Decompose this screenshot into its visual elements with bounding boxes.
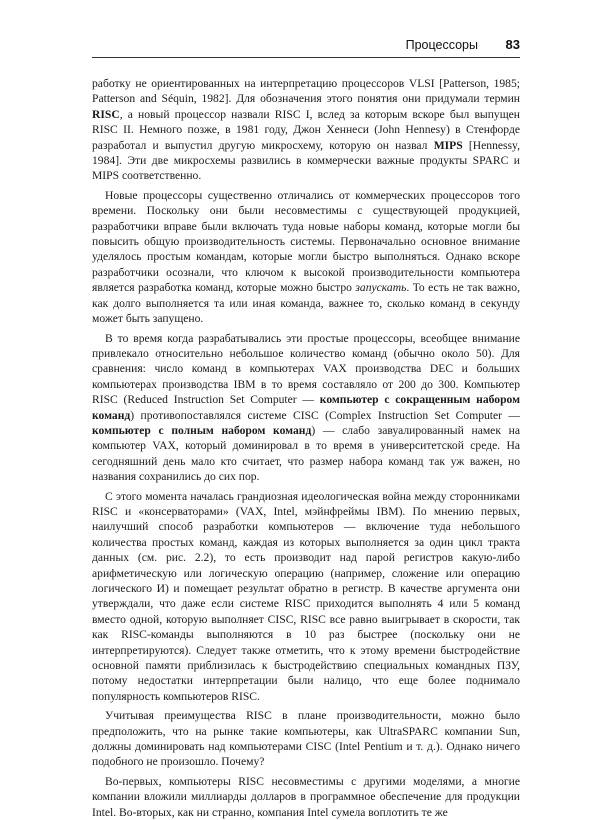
paragraph-5 (92, 708, 520, 770)
paragraph-1 (92, 76, 520, 184)
paragraph-text: ) противопоставлялся системе CISC (Complex Instruction Set Computer — (130, 408, 520, 422)
term-reduced-set: компьютер с сокращенным набором команд (92, 393, 520, 422)
term-risc: RISC (92, 107, 120, 121)
paragraph-2 (92, 188, 520, 327)
paragraph-text: [Hennessy, 1984]. Эти две микросхемы развились в коммерчески важные продукты SPARC и MIPS соответственно. (92, 138, 521, 183)
section-title: Процессоры (405, 38, 478, 52)
paragraph-6 (92, 774, 520, 820)
paragraph-3 (92, 331, 520, 485)
paragraph-text: , а новый процессор назвали RISC I, вслед за которым вскоре был выпущен RISC II. Немного позже, в 1981 году, Джон Хеннеси (John Hennesy) в Стенфорде разработал и выпустил другую микросхему, которую он назвал (92, 107, 520, 152)
header-rule (92, 57, 520, 58)
paragraph-text: С этого момента началась грандиозная идеологическая война между сторонниками RISC и «консерваторами» (VAX, Intel, мэйнфреймы IBM). По мнению первых, наилучший способ разработки компьютеров — включение туда небольшого количества простых команд, каждая из которых выполняется за один цикл тракта данных (см. рис. 2.2), то есть производит над парой регистров какую-либо арифметическую или логическую операцию (например, сложение или операцию логического И) и помещает результат обратно в регистр. В качестве аргумента они утверждали, что даже если системе RISC приходится выполнять 4 или 5 команд вместо одной, которую выполняет CISC, RISC все равно выигрывает в скорости, так как RISC-команды выполняются в 10 раз быстрее (поскольку они не интерпретируются). Следует также отметить, что к этому времени быстродействие основной памяти приблизилась к быстродействию специальных командных ПЗУ, потому недостатки интерпретации были налицо, что еще более поднимало популярность компьютеров RISC. (92, 489, 520, 703)
paragraph-text: В то время когда разрабатывались эти простые процессоры, всеобщее внимание привлекало относительно небольшое количество команд (обычно около 50). Для сравнения: число команд в компьютерах VAX производства DEC и больших компьютерах производства IBM в то время составляло от 200 до 300. Компьютер RISC (Reduced Instruction Set Computer — (92, 331, 520, 407)
paragraph-text: Учитывая преимущества RISC в плане производительности, можно было предположить, что на рынке такие компьютеры, как UltraSPARC компании Sun, должны доминировать над компьютерами CISC (Intel Pentium и т. д.). Однако ничего подобного не произошло. Почему? (92, 709, 520, 769)
running-header (92, 30, 520, 56)
paragraph-text: . То есть не так важно, как долго выполняется та или иная команда, важнее то, сколько команд в секунду может быть запущено. (92, 281, 520, 326)
paragraph-text: Новые процессоры существенно отличались от коммерческих процессоров того времени. Поскольку они были несовместимы с существующей продукцией, разработчики вправе были включать туда новые наборы команд, которые могли бы повысить общую производительность системы. Первоначально основное внимание уделялось простым командам, которые могли быстро выполняться. Однако вскоре разработчики осознали, что ключом к высокой производительности компьютера является разработка команд, которые можно быстро (92, 188, 520, 295)
paragraph-text: ) — слабо завуалированный намек на компьютер VAX, который доминировал в то время в университетской среде. На сегодняшний день мало кто считает, что размер набора команд так уж важен, но названия сохранились до сих пор. (92, 423, 520, 484)
paragraph-text: Во-первых, компьютеры RISC несовместимы с другими моделями, а многие компании вложили миллиарды долларов в программное обеспечение для продукции Intel. Во-вторых, как ни странно, компания Intel сумела воплотить те же (92, 774, 520, 819)
term-mips: MIPS (433, 138, 463, 152)
emphasis-launch: запускать (355, 281, 407, 295)
paragraph-4 (92, 489, 520, 705)
body-text (92, 76, 520, 820)
term-complex-set: компьютер с полным набором команд (92, 423, 312, 437)
page-number: 83 (505, 37, 520, 52)
paragraph-text: работку не ориентированных на интерпретацию процессоров VLSI [Patterson, 1985; Patterson and Séquin, 1982]. Для обозначения этого понятия они придумали термин (92, 77, 520, 106)
